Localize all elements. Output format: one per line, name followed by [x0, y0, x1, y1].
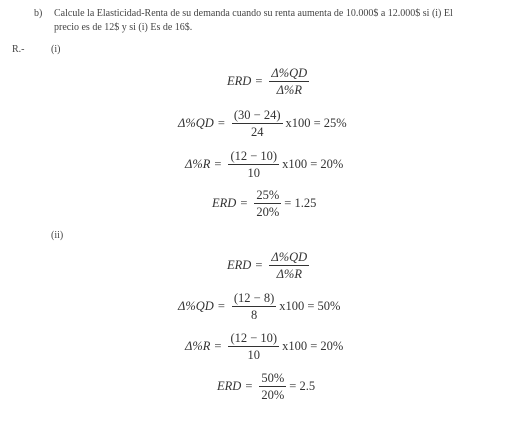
erd-denominator: Δ%R: [276, 267, 302, 281]
question-marker: b): [34, 8, 43, 19]
qd-fraction: [232, 108, 283, 139]
part-i-r-equation: Δ%R = $\frac{(12 - 10)}{10}$ x100 = 20%: [185, 149, 344, 180]
erd-result-value: = 1.25: [284, 196, 317, 210]
part-ii-erd-definition: ERD = $\frac{\Delta\%QD}{\Delta\%R}$: [227, 250, 308, 281]
part-ii-r-equation: Δ%R = $\frac{(12 - 10)}{10}$ x100 = 20%: [185, 331, 344, 362]
erd-result-denominator: 20%: [256, 205, 280, 219]
erd-numerator: Δ%QD: [271, 250, 308, 264]
question-line-1: Calcule la Elasticidad-Renta de su demanda cuando su renta aumenta de 10.000$ a 12.000$ si (i) El: [54, 8, 453, 19]
qd-denominator: 8: [250, 308, 258, 322]
qd-numerator: (12 − 8): [233, 291, 275, 305]
part-i-label: (i): [51, 44, 61, 55]
r-fraction: [228, 331, 279, 362]
answer-marker: R.-: [12, 44, 25, 55]
part-i-erd-result: ERD = $\frac{25\%}{20\%}$ = 1.25: [212, 188, 317, 219]
erd-result-fraction: [254, 188, 281, 219]
erd-fraction: [269, 66, 309, 97]
qd-numerator: (30 − 24): [233, 108, 281, 122]
erd-numerator: Δ%QD: [271, 66, 308, 80]
qd-fraction: [232, 291, 276, 322]
r-result: x100 = 20%: [282, 157, 344, 171]
r-result: x100 = 20%: [282, 339, 344, 353]
r-denominator: 10: [247, 348, 261, 362]
erd-result-lhs: ERD: [212, 196, 237, 210]
part-ii-label: (ii): [51, 230, 64, 241]
r-lhs: Δ%R: [185, 157, 211, 171]
r-numerator: (12 − 10): [230, 149, 278, 163]
erd-result-lhs: ERD: [217, 379, 242, 393]
part-i-erd-definition: ERD = $\frac{\Delta\%QD}{\Delta\%R}$: [227, 66, 308, 97]
qd-result: x100 = 50%: [279, 299, 341, 313]
erd-fraction: [269, 250, 309, 281]
erd-denominator: Δ%R: [276, 83, 302, 97]
r-numerator: (12 − 10): [230, 331, 278, 345]
erd-result-value: = 2.5: [289, 379, 316, 393]
qd-result: x100 = 25%: [285, 116, 347, 130]
qd-lhs: Δ%QD: [178, 299, 214, 313]
question-line-2: precio es de 12$ y si (i) Es de 16$.: [54, 22, 193, 33]
r-denominator: 10: [247, 166, 261, 180]
part-ii-qd-equation: Δ%QD = $\frac{(12 - 8)}{8}$ x100 = 50%: [178, 291, 341, 322]
r-fraction: [228, 149, 279, 180]
erd-result-denominator: 20%: [261, 388, 285, 402]
erd-lhs: ERD: [227, 74, 252, 88]
part-i-qd-equation: Δ%QD = $\frac{(30 - 24)}{24}$ x100 = 25%: [178, 108, 347, 139]
qd-denominator: 24: [250, 125, 264, 139]
erd-result-fraction: [259, 371, 286, 402]
erd-result-numerator: 25%: [256, 188, 280, 202]
erd-result-numerator: 50%: [261, 371, 285, 385]
qd-lhs: Δ%QD: [178, 116, 214, 130]
erd-lhs: ERD: [227, 258, 252, 272]
r-lhs: Δ%R: [185, 339, 211, 353]
part-ii-erd-result: ERD = $\frac{50\%}{20\%}$ = 2.5: [217, 371, 316, 402]
